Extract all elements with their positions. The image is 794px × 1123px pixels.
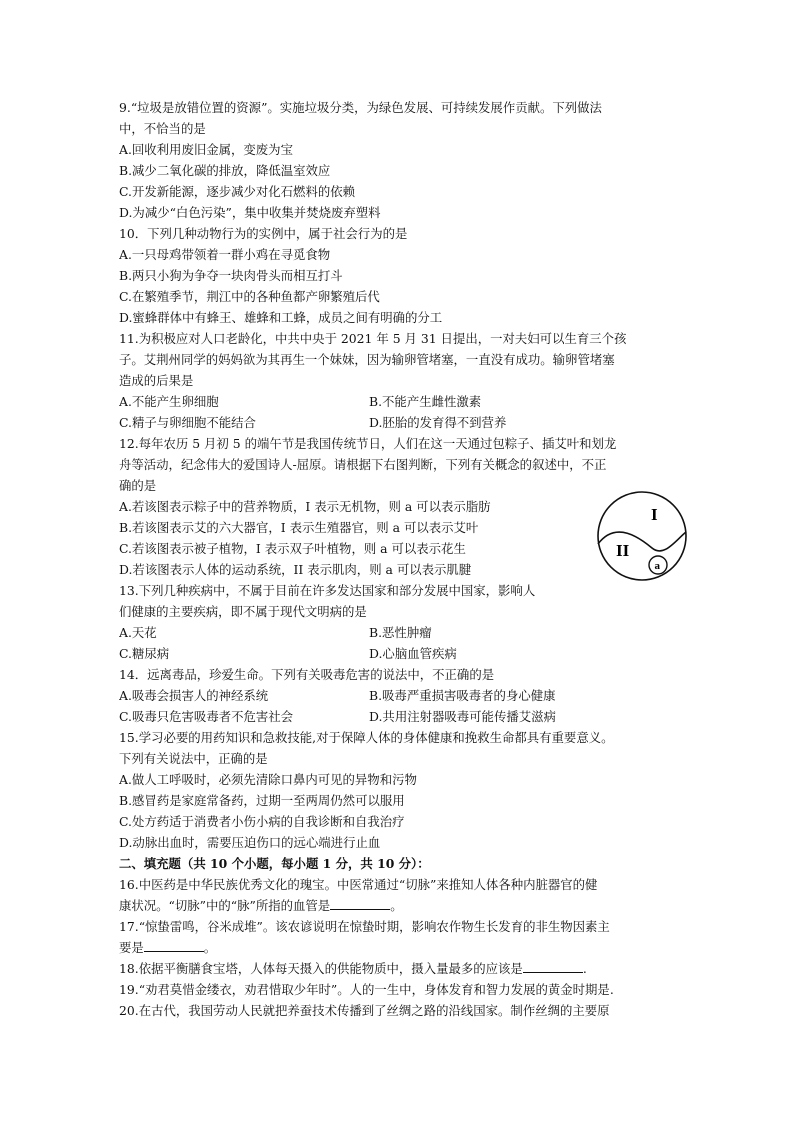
q11-stem-cont: 子。艾荆州同学的妈妈欲为其再生一个妹妹，因为输卵管堵塞，一直没有成功。输卵管堵塞 [119,352,615,367]
q19-text: 19.“劝君莫惜金缕衣，劝君惜取少年时”。人的一生中，身体发育和智力发展的黄金时期是. [119,982,614,997]
q18-answer-blank[interactable] [523,959,583,973]
q13-option-b: B.恶性肿瘤 [369,625,432,640]
q14-options-row1 [119,685,687,706]
section-heading: 二、填充题（共 10 个小题，每小题 1 分，共 10 分）： [119,856,430,871]
q17-text: 17.“惊蛰雷鸣，谷米成堆”。该农谚说明在惊蛰时期，影响农作物生长发育的非生物因素主 [119,919,610,934]
q13-options-row1 [119,622,687,643]
q11-option-b: B.不能产生雌性激素 [369,394,482,409]
q16-text-pre: 康状况。“切脉”中的“脉”所指的血管是 [119,898,331,913]
q17-text-pre: 要是 [119,940,144,955]
q9-option-b: B.减少二氧化碳的排放，降低温室效应 [119,163,331,178]
outer-circle [598,492,686,580]
q13-options-row2 [119,643,687,664]
q14-option-c: C.吸毒只危害吸毒者不危害社会 [119,709,294,724]
q9-option-d: D.为减少“白色污染”，集中收集并焚烧废弃塑料 [119,205,381,220]
q10-stem: 10．下列几种动物行为的实例中，属于社会行为的是 [119,226,408,241]
q13-option-c: C.糖尿病 [119,646,170,661]
q16-answer-blank[interactable] [330,896,390,910]
q12-stem: 12.每年农历 5 月初 5 的端午节是我国传统节日，人们在这一天通过包粽子、插艾叶和划龙 [119,436,617,451]
q16-text: 16.中医药是中华民族优秀文化的瑰宝。中医常通过“切脉”来推知人体各种内脏器官的健 [119,877,598,892]
q10-option-c: C.在繁殖季节，荆江中的各种鱼都产卵繁殖后代 [119,289,380,304]
q12-concept-diagram [596,490,688,582]
q16-text-cont [119,895,687,916]
q18-text-pre: 18.依据平衡膳食宝塔，人体每天摄入的供能物质中，摄入量最多的应该是 [119,961,523,976]
q9-stem-cont: 中，不恰当的是 [119,121,206,136]
q9-option-c: C.开发新能源，逐步减少对化石燃料的依赖 [119,184,356,199]
q13-stem-cont: 们健康的主要疾病，即不属于现代文明病的是 [119,604,367,619]
q14-options-row2 [119,706,687,727]
q13-stem: 13.下列几种疾病中，不属于目前在许多发达国家和部分发展中国家，影响人 [119,583,536,598]
q9-stem: 9.“垃圾是放错位置的资源”。实施垃圾分类，为绿色发展、可持续发展作贡献。下列做法 [119,100,602,115]
q15-option-d: D.动脉出血时，需要压迫伤口的远心端进行止血 [119,835,381,850]
q11-option-d: D.胚胎的发育得不到营养 [369,415,507,430]
q15-stem: 15.学习必要的用药知识和急救技能,对于保障人体的身体健康和挽救生命都具有重要意义。 [119,730,614,745]
q14-option-a: A.吸毒会损害人的神经系统 [119,688,269,703]
q18-text [119,958,687,979]
q12-option-c: C.若该图表示被子植物，I 表示双子叶植物，则 a 可以表示花生 [119,541,466,556]
q15-stem-cont: 下列有关说法中，正确的是 [119,751,268,766]
q18-text-post: . [582,961,587,976]
q17-text-post: 。 [203,940,217,955]
label-subset-a: a [654,560,660,572]
q12-stem-cont: 舟等活动，纪念伟大的爱国诗人-屈原。请根据下右图判断，下列有关概念的叙述中，不正 [119,457,607,472]
q11-options-row1 [119,391,687,412]
q10-option-a: A.一只母鸡带领着一群小鸡在寻觅食物 [119,247,331,262]
q17-text-cont [119,937,687,958]
q9-option-a: A.回收利用废旧金属，变废为宝 [119,142,293,157]
q11-option-a: A.不能产生卵细胞 [119,394,219,409]
q20-text: 20.在古代，我国劳动人民就把养蚕技术传播到了丝绸之路的沿线国家。制作丝绸的主要原 [119,1003,610,1018]
q12-option-d: D.若该图表示人体的运动系统，II 表示肌肉，则 a 可以表示肌腱 [119,562,472,577]
q16-text-post: 。 [390,898,403,913]
q12-option-a: A.若该图表示粽子中的营养物质，I 表示无机物，则 a 可以表示脂肪 [119,499,491,514]
q11-stem: 11.为积极应对人口老龄化，中共中央于 2021 年 5 月 31 日提出，一对夫妇可以生育三个孩 [119,331,627,346]
q14-stem: 14．远离毒品，珍爱生命。下列有关吸毒危害的说法中，不正确的是 [119,667,495,682]
q15-option-b: B.感冒药是家庭常备药，过期一至两周仍然可以服用 [119,793,405,808]
q12-stem-end: 确的是 [119,478,157,493]
q12-option-b: B.若该图表示艾的六大器官，I 表示生殖器官，则 a 可以表示艾叶 [119,520,479,535]
q14-option-b: B.吸毒严重损害吸毒者的身心健康 [369,688,556,703]
q10-option-b: B.两只小狗为争夺一块肉骨头而相互打斗 [119,268,343,283]
q14-option-d: D.共用注射器吸毒可能传播艾滋病 [369,709,556,724]
label-region-two: II [616,541,630,560]
label-region-one: I [651,505,658,524]
q11-option-c: C.精子与卵细胞不能结合 [119,415,256,430]
q10-option-d: D.蜜蜂群体中有蜂王、雄蜂和工蜂，成员之间有明确的分工 [119,310,443,325]
q11-options-row2 [119,412,687,433]
q15-option-a: A.做人工呼吸时，必须先清除口鼻内可见的异物和污物 [119,772,417,787]
q17-answer-blank[interactable] [144,938,204,952]
q13-option-a: A.天花 [119,625,157,640]
q15-option-c: C.处方药适于消费者小伤小病的自我诊断和自我治疗 [119,814,405,829]
q11-stem-end: 造成的后果是 [119,373,194,388]
q13-option-d: D.心脑血管疾病 [369,646,457,661]
